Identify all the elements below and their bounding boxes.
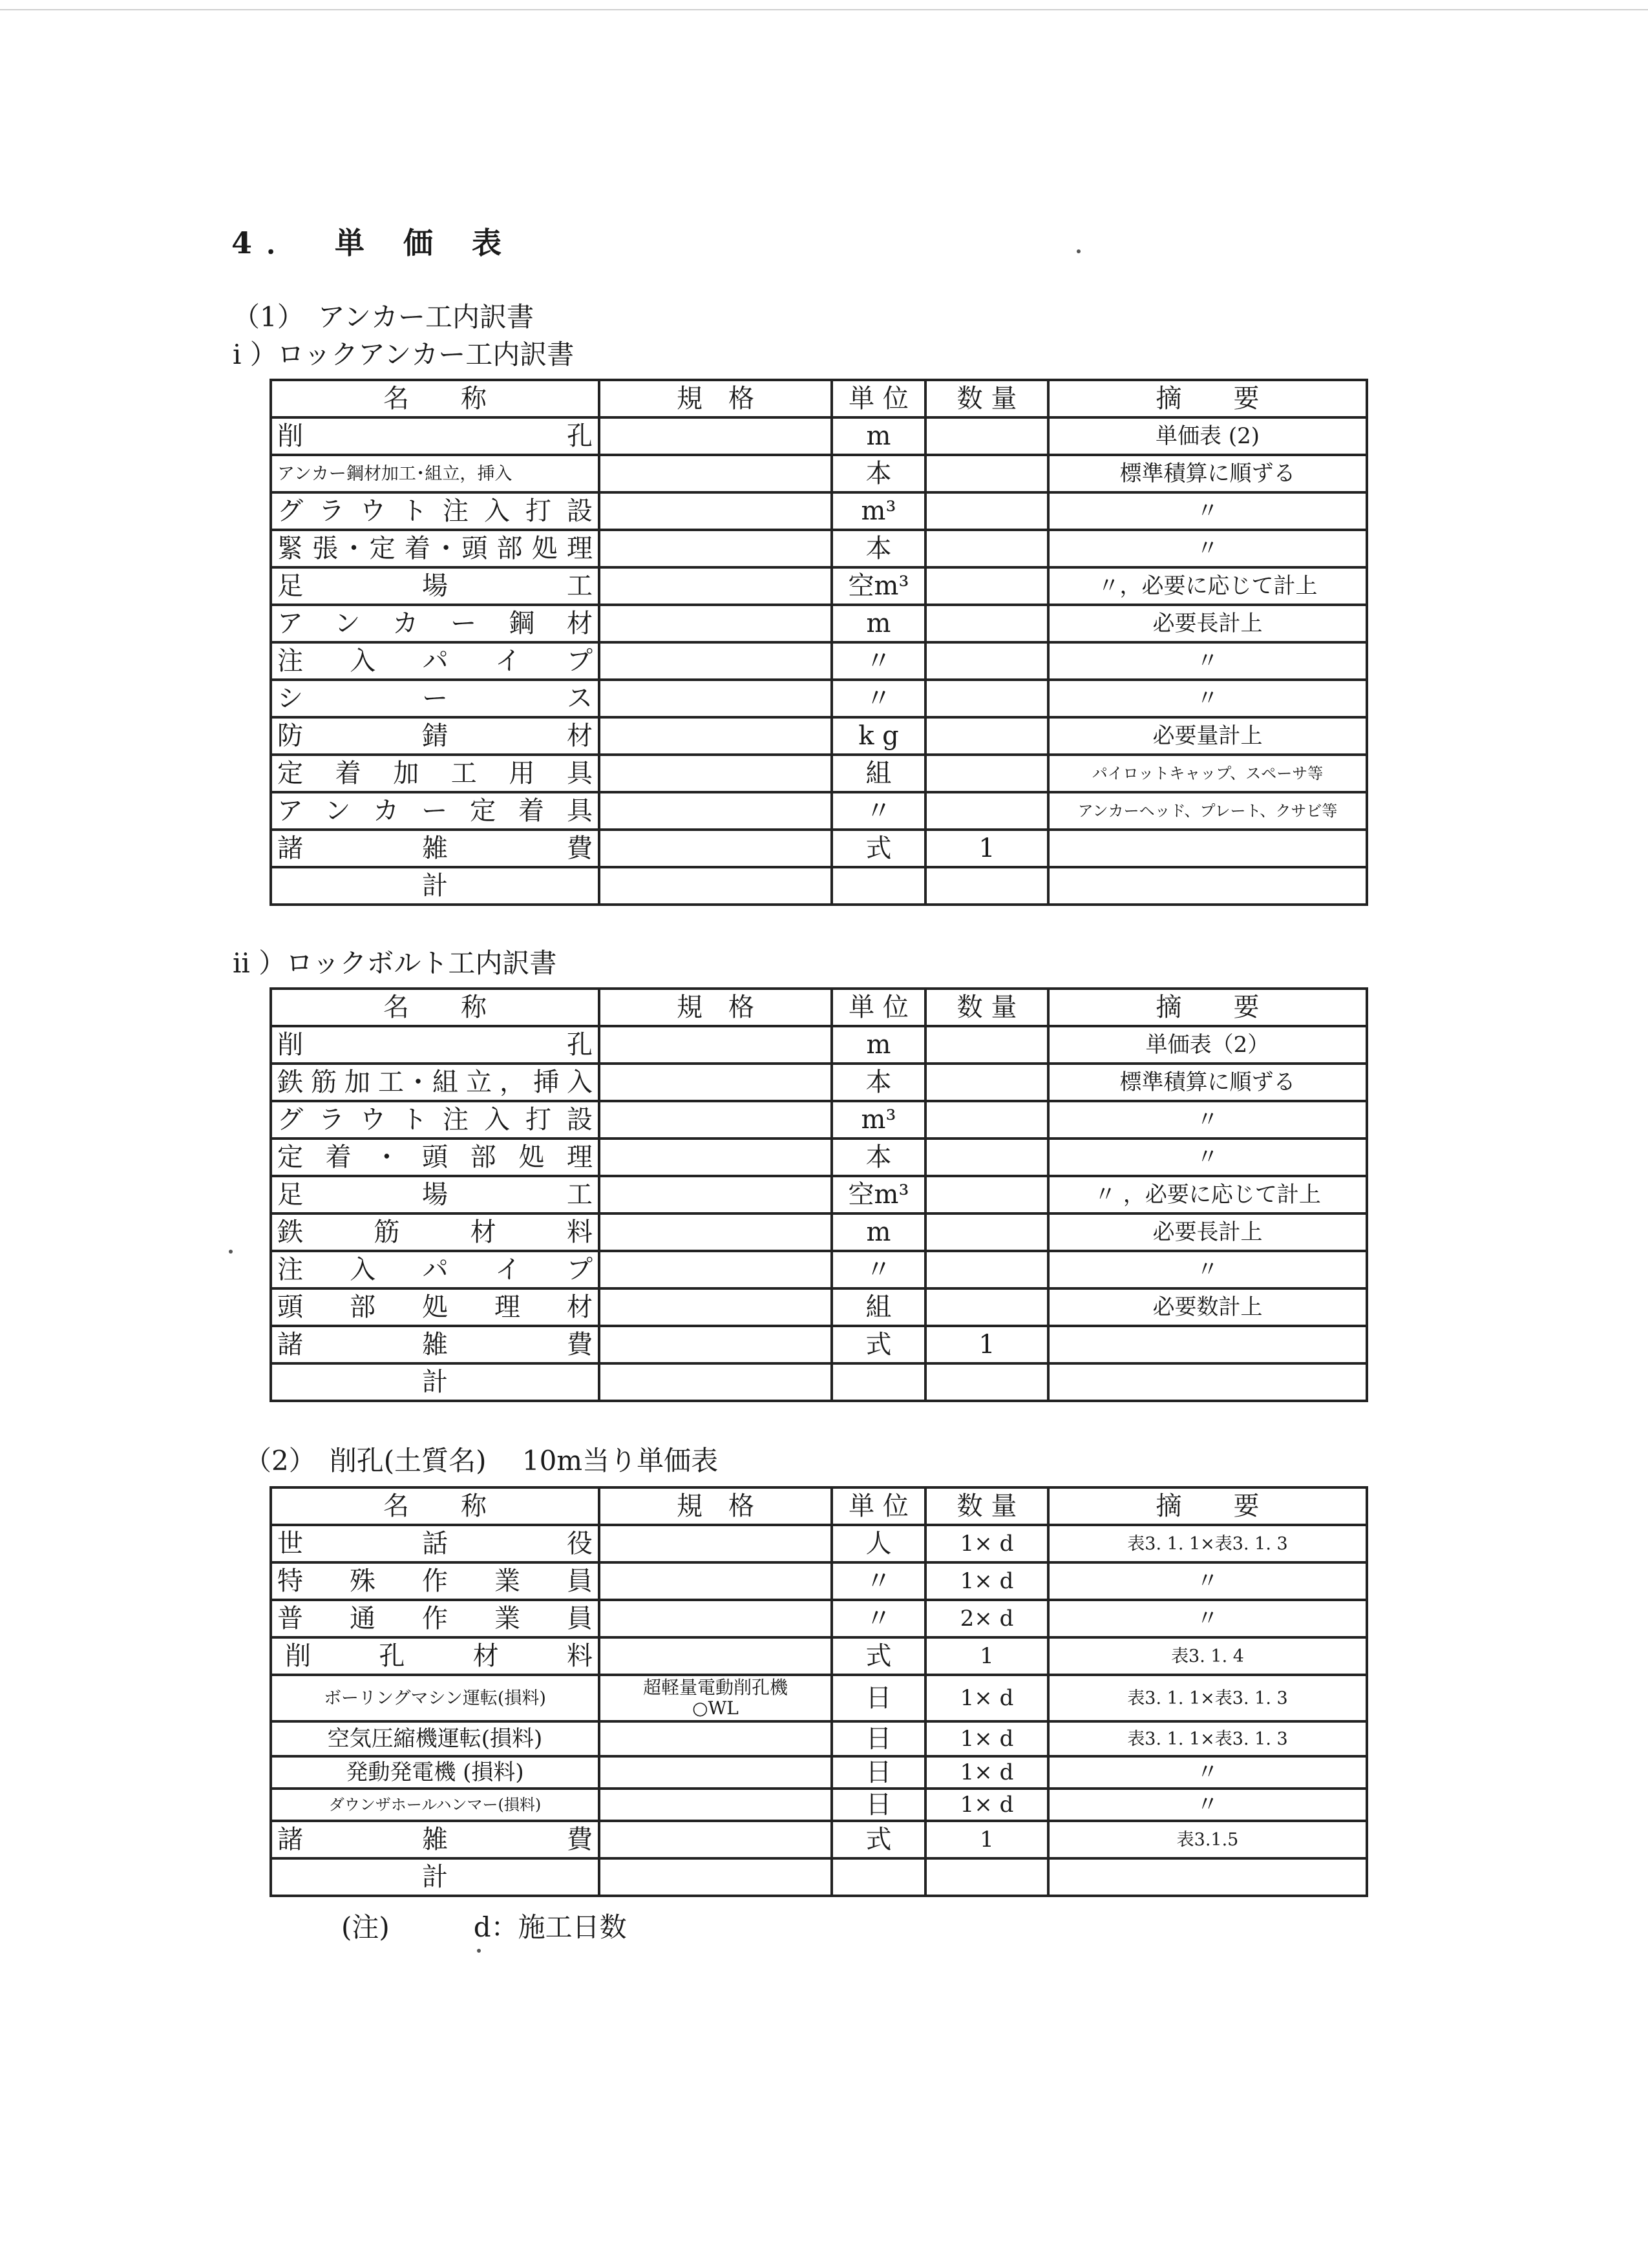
item-spec <box>599 605 832 642</box>
item-name: 注入パイプ <box>271 1251 599 1288</box>
table-row <box>271 1251 1367 1288</box>
item-unit: m³ <box>832 1101 925 1139</box>
item-note: 〃 <box>1048 1251 1367 1288</box>
item-unit: 式 <box>832 1637 925 1675</box>
item-qty: 2× d <box>925 1600 1048 1637</box>
table-row <box>271 1026 1367 1064</box>
table-row <box>271 1326 1367 1363</box>
item-name: アンカー鋼材 <box>271 605 599 642</box>
item-qty: 1 <box>925 1821 1048 1858</box>
item-note: 表3. 1. 1×表3. 1. 3 <box>1048 1675 1367 1721</box>
drilling-unit-price-table <box>269 1486 1368 1897</box>
table-row <box>271 1562 1367 1600</box>
item-qty <box>925 492 1048 530</box>
item-note: 必要量計上 <box>1048 717 1367 755</box>
table-row <box>271 1600 1367 1637</box>
item-note: パイロットキャップ、スペーサ等 <box>1048 755 1367 792</box>
item-qty <box>925 642 1048 680</box>
table-row <box>271 605 1367 642</box>
item-qty: 1× d <box>925 1675 1048 1721</box>
table-row <box>271 417 1367 455</box>
item-spec-cell <box>599 1675 832 1721</box>
item-spec <box>599 417 832 455</box>
item-qty: 1× d <box>925 1721 1048 1756</box>
item-note: 標準積算に順ずる <box>1048 1064 1367 1101</box>
item-name: シ ー ス <box>271 680 599 717</box>
header-name: 名 称 <box>271 1487 599 1525</box>
item-unit: 〃 <box>832 792 925 830</box>
item-name: 鉄筋加工･組立，挿入 <box>271 1064 599 1101</box>
item-unit: 人 <box>832 1525 925 1562</box>
item-spec <box>599 455 832 492</box>
item-note: 必要長計上 <box>1048 1213 1367 1251</box>
item-note <box>1048 1363 1367 1401</box>
header-note: 摘 要 <box>1048 1487 1367 1525</box>
item-note: 〃 <box>1048 642 1367 680</box>
table-header-row <box>271 1487 1367 1525</box>
item-note: 必要数計上 <box>1048 1288 1367 1326</box>
item-qty <box>925 1026 1048 1064</box>
scan-speck <box>477 1949 481 1953</box>
header-unit: 単 位 <box>832 989 925 1026</box>
item-name: アンカー鋼材加工･組立，挿入 <box>271 455 599 492</box>
item-spec: 超軽量電動削孔機 <box>642 1676 788 1698</box>
item-qty: 1× d <box>925 1756 1048 1789</box>
table-row <box>271 717 1367 755</box>
item-unit: 日 <box>832 1721 925 1756</box>
table-row <box>271 492 1367 530</box>
item-name: 頭部処理材 <box>271 1288 599 1326</box>
item-note: 〃 <box>1048 1139 1367 1176</box>
table-row <box>271 1821 1367 1858</box>
total-label: 計 <box>271 1858 599 1896</box>
item-spec <box>599 1101 832 1139</box>
item-spec <box>599 867 832 905</box>
table-row <box>271 1288 1367 1326</box>
item-spec <box>599 492 832 530</box>
item-spec <box>599 1756 832 1789</box>
item-spec <box>599 717 832 755</box>
item-qty <box>925 1064 1048 1101</box>
item-spec <box>599 642 832 680</box>
item-note: 必要長計上 <box>1048 605 1367 642</box>
item-unit: 式 <box>832 830 925 867</box>
header-spec: 規 格 <box>599 1487 832 1525</box>
item-note: 〃 <box>1048 1600 1367 1637</box>
item-name: 定着加工用具 <box>271 755 599 792</box>
item-note: 標準積算に順ずる <box>1048 455 1367 492</box>
table-row <box>271 1637 1367 1675</box>
item-name: 足 場 工 <box>271 567 599 605</box>
item-note: 表3. 1. 4 <box>1048 1637 1367 1675</box>
item-qty: 1 <box>925 830 1048 867</box>
item-name: アンカー定着具 <box>271 792 599 830</box>
rock-bolt-breakdown-table <box>269 987 1368 1402</box>
item-name: 足 場 工 <box>271 1176 599 1213</box>
table-row <box>271 1675 1367 1721</box>
section-1-title: （1） アンカー工内訳書 <box>233 301 534 333</box>
table-row <box>271 1101 1367 1139</box>
item-spec <box>599 1288 832 1326</box>
item-unit: m <box>832 417 925 455</box>
item-spec <box>599 1363 832 1401</box>
item-spec <box>599 1562 832 1600</box>
item-name: 諸 雑 費 <box>271 830 599 867</box>
item-spec <box>599 680 832 717</box>
header-note: 摘 要 <box>1048 380 1367 417</box>
item-spec <box>599 1026 832 1064</box>
table-row <box>271 830 1367 867</box>
item-spec <box>599 1721 832 1756</box>
total-label: 計 <box>271 867 599 905</box>
item-note <box>1048 830 1367 867</box>
page-heading: 4． 単 価 表 <box>231 226 516 260</box>
table-row <box>271 792 1367 830</box>
item-note: 単価表（2） <box>1048 1026 1367 1064</box>
item-qty <box>925 455 1048 492</box>
item-qty <box>925 1139 1048 1176</box>
item-note: 表3.1.5 <box>1048 1821 1367 1858</box>
table-total-row <box>271 1858 1367 1896</box>
header-qty: 数 量 <box>925 380 1048 417</box>
item-unit: m³ <box>832 492 925 530</box>
item-qty: 1× d <box>925 1525 1048 1562</box>
item-unit: 日 <box>832 1789 925 1821</box>
item-qty <box>925 717 1048 755</box>
item-qty <box>925 567 1048 605</box>
footnote <box>341 1906 627 1945</box>
header-qty: 数 量 <box>925 1487 1048 1525</box>
item-qty <box>925 792 1048 830</box>
item-spec <box>599 1064 832 1101</box>
item-note: 〃，必要に応じて計上 <box>1048 567 1367 605</box>
item-qty: 1× d <box>925 1562 1048 1600</box>
item-qty <box>925 1288 1048 1326</box>
item-unit: 〃 <box>832 1562 925 1600</box>
item-note: 〃 <box>1048 680 1367 717</box>
item-qty <box>925 1176 1048 1213</box>
table-header-row <box>271 380 1367 417</box>
header-spec: 規 格 <box>599 989 832 1026</box>
item-name: 普通作業員 <box>271 1600 599 1637</box>
footnote-label: (注) <box>341 1911 390 1943</box>
table-header-row <box>271 989 1367 1026</box>
item-unit: 空m³ <box>832 567 925 605</box>
item-note: 〃 <box>1048 530 1367 567</box>
item-note <box>1048 1326 1367 1363</box>
item-unit: 式 <box>832 1821 925 1858</box>
item-spec <box>599 1821 832 1858</box>
item-spec <box>599 567 832 605</box>
item-spec <box>599 1326 832 1363</box>
top-edge-line <box>0 9 1648 10</box>
header-note: 摘 要 <box>1048 989 1367 1026</box>
item-name: 削 孔 材 料 <box>271 1637 599 1675</box>
item-unit: 式 <box>832 1326 925 1363</box>
item-note: 〃 <box>1048 1562 1367 1600</box>
item-unit: 日 <box>832 1675 925 1721</box>
item-unit: m <box>832 1026 925 1064</box>
header-unit: 単 位 <box>832 1487 925 1525</box>
item-qty <box>925 530 1048 567</box>
item-qty <box>925 1858 1048 1896</box>
item-qty <box>925 755 1048 792</box>
item-name: 注入パイプ <box>271 642 599 680</box>
item-name: 緊張･定着･頭部処理 <box>271 530 599 567</box>
table-row <box>271 1721 1367 1756</box>
item-spec <box>599 1139 832 1176</box>
item-qty <box>925 605 1048 642</box>
item-note: 〃 <box>1048 1789 1367 1821</box>
item-note: 表3. 1. 1×表3. 1. 3 <box>1048 1525 1367 1562</box>
item-name: 特殊作業員 <box>271 1562 599 1600</box>
total-label: 計 <box>271 1363 599 1401</box>
table-row <box>271 567 1367 605</box>
table-row <box>271 1176 1367 1213</box>
item-name: 鉄 筋 材 料 <box>271 1213 599 1251</box>
table-row <box>271 1064 1367 1101</box>
table-row <box>271 1525 1367 1562</box>
item-spec <box>599 1637 832 1675</box>
item-unit: m <box>832 1213 925 1251</box>
item-note: 〃 <box>1048 1756 1367 1789</box>
item-name: 削 孔 <box>271 1026 599 1064</box>
item-unit: 日 <box>832 1756 925 1789</box>
item-name: 定着・頭部処理 <box>271 1139 599 1176</box>
item-unit <box>832 1858 925 1896</box>
table-row <box>271 455 1367 492</box>
table-row <box>271 642 1367 680</box>
item-unit: 本 <box>832 1139 925 1176</box>
item-qty <box>925 1101 1048 1139</box>
item-spec <box>599 1176 832 1213</box>
table-total-row <box>271 867 1367 905</box>
table-row <box>271 1789 1367 1821</box>
item-unit: 本 <box>832 1064 925 1101</box>
item-qty: 1 <box>925 1326 1048 1363</box>
table-total-row <box>271 1363 1367 1401</box>
item-unit: 本 <box>832 530 925 567</box>
item-name: 削 孔 <box>271 417 599 455</box>
item-spec <box>599 792 832 830</box>
item-spec <box>599 530 832 567</box>
header-name: 名 称 <box>271 989 599 1026</box>
item-qty <box>925 1363 1048 1401</box>
header-qty: 数 量 <box>925 989 1048 1026</box>
item-spec-model: ○WL <box>692 1697 739 1719</box>
item-name: 世 話 役 <box>271 1525 599 1562</box>
table-row <box>271 1756 1367 1789</box>
item-name: グラウト注入打設 <box>271 492 599 530</box>
item-note: 〃 <box>1048 492 1367 530</box>
item-note: アンカーヘッド、プレート、クサビ等 <box>1048 792 1367 830</box>
item-spec <box>599 1858 832 1896</box>
item-qty: 1× d <box>925 1789 1048 1821</box>
scan-speck <box>229 1250 233 1254</box>
item-spec <box>599 1525 832 1562</box>
item-unit <box>832 867 925 905</box>
header-spec: 規 格 <box>599 380 832 417</box>
item-qty: 1 <box>925 1637 1048 1675</box>
item-spec <box>599 830 832 867</box>
header-unit: 単 位 <box>832 380 925 417</box>
item-note: 単価表 (2) <box>1048 417 1367 455</box>
item-unit <box>832 1363 925 1401</box>
item-unit: 空m³ <box>832 1176 925 1213</box>
item-spec <box>599 755 832 792</box>
rock-anchor-breakdown-table <box>269 379 1368 906</box>
scan-speck <box>1077 249 1081 253</box>
item-name: 発動発電機 (損料) <box>271 1756 599 1789</box>
item-name: ボーリングマシン運転(損料) <box>271 1675 599 1721</box>
item-unit: 〃 <box>832 1251 925 1288</box>
item-unit: m <box>832 605 925 642</box>
item-spec <box>599 1213 832 1251</box>
item-unit: 組 <box>832 755 925 792</box>
item-unit: 本 <box>832 455 925 492</box>
item-note: 表3. 1. 1×表3. 1. 3 <box>1048 1721 1367 1756</box>
item-note: 〃 ，必要に応じて計上 <box>1048 1176 1367 1213</box>
footnote-text: d：施工日数 <box>473 1911 627 1943</box>
header-name: 名 称 <box>271 380 599 417</box>
item-qty <box>925 417 1048 455</box>
item-name: 諸 雑 費 <box>271 1821 599 1858</box>
item-unit: 〃 <box>832 1600 925 1637</box>
item-name: グラウト注入打設 <box>271 1101 599 1139</box>
item-note <box>1048 1858 1367 1896</box>
table-2-title: （2） 削孔(土質名) 10m当り単価表 <box>244 1445 719 1476</box>
table-row <box>271 1213 1367 1251</box>
item-qty <box>925 867 1048 905</box>
item-qty <box>925 1251 1048 1288</box>
item-spec <box>599 1251 832 1288</box>
item-qty <box>925 1213 1048 1251</box>
item-spec <box>599 1600 832 1637</box>
table-row <box>271 680 1367 717</box>
item-note: 〃 <box>1048 1101 1367 1139</box>
item-unit: 〃 <box>832 680 925 717</box>
item-unit: 組 <box>832 1288 925 1326</box>
item-unit: 〃 <box>832 642 925 680</box>
item-unit: k g <box>832 717 925 755</box>
item-spec <box>599 1789 832 1821</box>
item-note <box>1048 867 1367 905</box>
item-name: ダウンザホールハンマー(損料) <box>271 1789 599 1821</box>
table-row <box>271 530 1367 567</box>
table-row <box>271 1139 1367 1176</box>
table-row <box>271 755 1367 792</box>
item-name: 諸 雑 費 <box>271 1326 599 1363</box>
item-name: 防 錆 材 <box>271 717 599 755</box>
item-name: 空気圧縮機運転(損料) <box>271 1721 599 1756</box>
table-ii-title: ii ）ロックボルト工内訳書 <box>233 947 557 979</box>
item-qty <box>925 680 1048 717</box>
table-i-title: i ）ロックアンカー工内訳書 <box>233 339 575 370</box>
